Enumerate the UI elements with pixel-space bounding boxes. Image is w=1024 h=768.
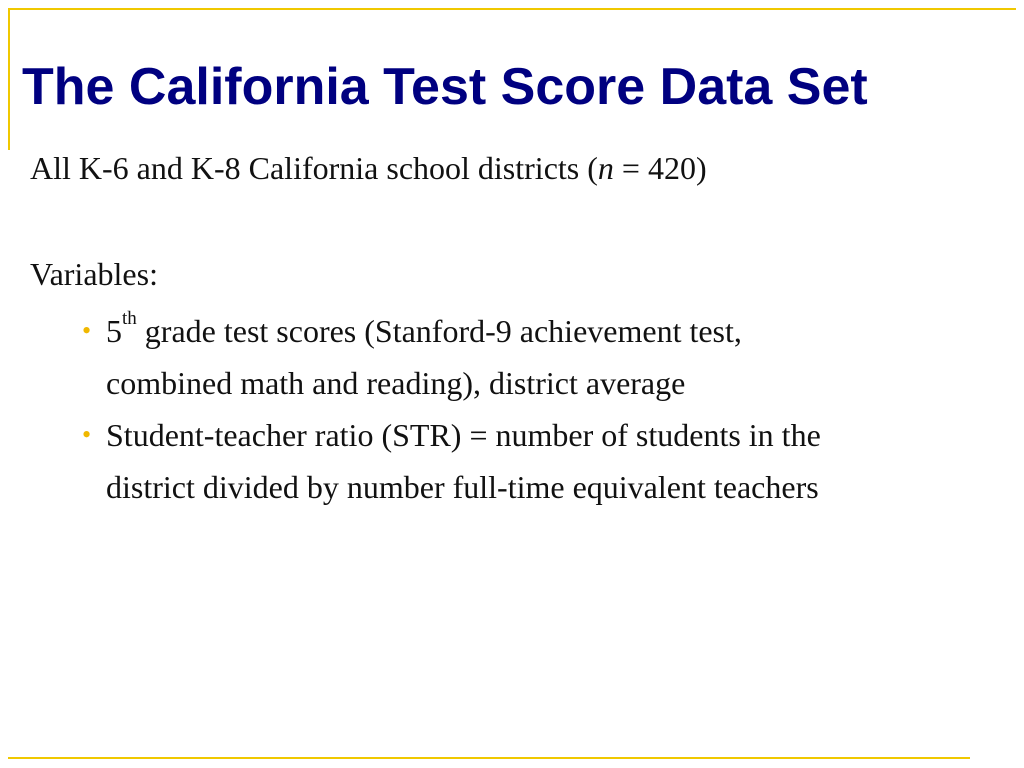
intro-text <box>30 146 707 190</box>
bullet-2-line2: district divided by number full-time equivalent teachers <box>106 469 819 505</box>
bullet-2-line1: Student-teacher ratio (STR) = number of students in the <box>106 417 821 453</box>
intro-suffix: = 420) <box>613 150 707 186</box>
bullet-1-line2: combined math and reading), district average <box>106 365 686 401</box>
intro-prefix: All K-6 and K-8 California school districts ( <box>30 150 598 186</box>
variables-list <box>82 305 982 513</box>
bullet-1-line1: grade test scores (Stanford-9 achievement test, <box>136 313 742 349</box>
list-item-student-teacher-ratio <box>82 409 982 513</box>
top-accent-rule <box>8 8 1016 10</box>
bullet-1-lead: 5 <box>106 313 122 349</box>
left-accent-rule <box>8 8 10 150</box>
slide-title: The California Test Score Data Set <box>22 58 868 116</box>
bullet-icon: • <box>82 316 92 345</box>
list-item-test-scores <box>82 305 982 409</box>
bullet-1-superscript: th <box>122 308 137 330</box>
bottom-accent-rule <box>8 757 970 759</box>
sample-size-variable: n <box>597 150 614 186</box>
bullet-icon: • <box>82 420 92 449</box>
variables-heading: Variables: <box>30 256 158 292</box>
